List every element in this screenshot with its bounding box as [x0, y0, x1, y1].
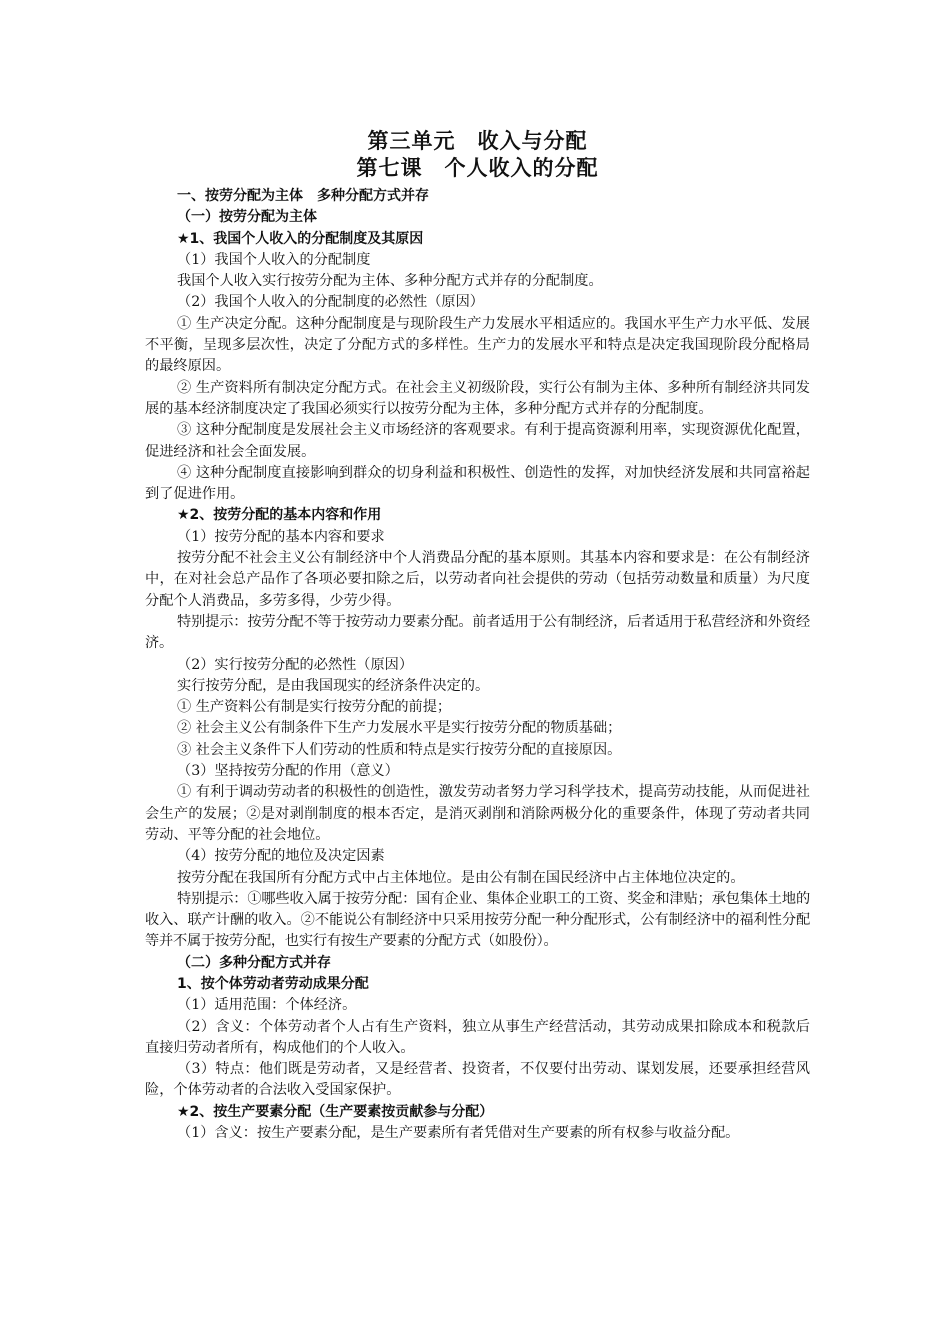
paragraph: （1）含义：按生产要素分配，是生产要素所有者凭借对生产要素的所有权参与收益分配。	[177, 1125, 740, 1142]
list-item: ① 生产资料公有制是实行按劳分配的前提；	[177, 699, 452, 716]
topic-heading: ★1、我国个人收入的分配制度及其原因	[177, 230, 424, 247]
paragraph: ① 生产决定分配。这种分配制度是与现阶段生产力发展水平相适应的。我国水平生产力水平低、发展不平衡，呈现多层次性，决定了分配方式的多样性。生产力的发展水平和特点是决定我国现阶段分配格局的最终原因。	[145, 315, 810, 375]
paragraph: ② 生产资料所有制决定分配方式。在社会主义初级阶段，实行公有制为主体、多种所有制经济共同发展的基本经济制度决定了我国必须实行以按劳分配为主体，多种分配方式并存的分配制度。	[145, 379, 810, 417]
special-note: 特别提示：①哪些收入属于按劳分配：国有企业、集体企业职工的工资、奖金和津贴；承包集体土地的收入、联产计酬的收入。②不能说公有制经济中只采用按劳分配一种分配形式，公有制经济中的福利性分配等并不属于按劳分配，也实行有按生产要素的分配方式（如股份）。	[145, 890, 810, 950]
topic-heading: 1、按个体劳动者劳动成果分配	[177, 975, 369, 992]
item-heading: （4）按劳分配的地位及决定因素	[177, 848, 385, 865]
item-heading: （1）按劳分配的基本内容和要求	[177, 528, 385, 545]
item-heading: （2）我国个人收入的分配制度的必然性（原因）	[177, 294, 484, 311]
paragraph: 实行按劳分配，是由我国现实的经济条件决定的。	[177, 677, 490, 694]
paragraph: ③ 这种分配制度是发展社会主义市场经济的客观要求。有利于提高资源利用率，实现资源优化配置，促进经济和社会全面发展。	[145, 422, 810, 460]
unit-title: 第三单元 收入与分配	[367, 129, 588, 153]
item-heading: （3）坚持按劳分配的作用（意义）	[177, 763, 399, 780]
lesson-title: 第七课 个人收入的分配	[356, 156, 599, 180]
item-heading: （1）适用范围：个体经济。	[177, 997, 357, 1014]
topic-heading: ★2、按生产要素分配（生产要素按贡献参与分配）	[177, 1103, 494, 1120]
section-heading: 一、按劳分配为主体 多种分配方式并存	[177, 188, 429, 204]
subsection-heading: （一）按劳分配为主体	[177, 209, 317, 226]
subsection-heading: （二）多种分配方式并存	[177, 954, 331, 971]
special-note: 特别提示：按劳分配不等于按劳动力要素分配。前者适用于公有制经济，后者适用于私营经济和外资经济。	[145, 613, 810, 652]
list-item: ② 社会主义公有制条件下生产力发展水平是实行按劳分配的物质基础；	[177, 720, 622, 737]
item-heading: （1）我国个人收入的分配制度	[177, 251, 371, 268]
paragraph: 我国个人收入实行按劳分配为主体、多种分配方式并存的分配制度。	[177, 273, 603, 290]
paragraph: ④ 这种分配制度直接影响到群众的切身利益和积极性、创造性的发挥，对加快经济发展和共同富裕起到了促进作用。	[145, 464, 810, 503]
list-item: ③ 社会主义条件下人们劳动的性质和特点是实行按劳分配的直接原因。	[177, 741, 622, 758]
paragraph: （2）含义：个体劳动者个人占有生产资料，独立从事生产经营活动，其劳动成果扣除成本和税款后直接归劳动者所有，构成他们的个人收入。	[145, 1018, 810, 1056]
paragraph: （3）特点：他们既是劳动者，又是经营者、投资者，不仅要付出劳动、谋划发展，还要承担经营风险，个体劳动者的合法收入受国家保护。	[145, 1061, 810, 1099]
topic-heading: ★2、按劳分配的基本内容和作用	[177, 507, 382, 524]
paragraph: 按劳分配在我国所有分配方式中占主体地位。是由公有制在国民经济中占主体地位决定的。	[177, 869, 745, 886]
paragraph: 按劳分配不社会主义公有制经济中个人消费品分配的基本原则。其基本内容和要求是：在公有制经济中，在对社会总产品作了各项必要扣除之后，以劳动者向社会提供的劳动（包括劳动数量和质量）为尺度分配个人消费品，多劳多得，少劳少得。	[145, 550, 810, 609]
item-heading: （2）实行按劳分配的必然性（原因）	[177, 656, 414, 673]
document-body	[145, 128, 810, 1144]
paragraph: ① 有利于调动劳动者的积极性的创造性，激发劳动者努力学习科学技术，提高劳动技能，从而促进社会生产的发展；②是对剥削制度的根本否定，是消灭剥削和消除两极分化的重要条件，体现了劳动者共同劳动、平等分配的社会地位。	[145, 784, 810, 843]
